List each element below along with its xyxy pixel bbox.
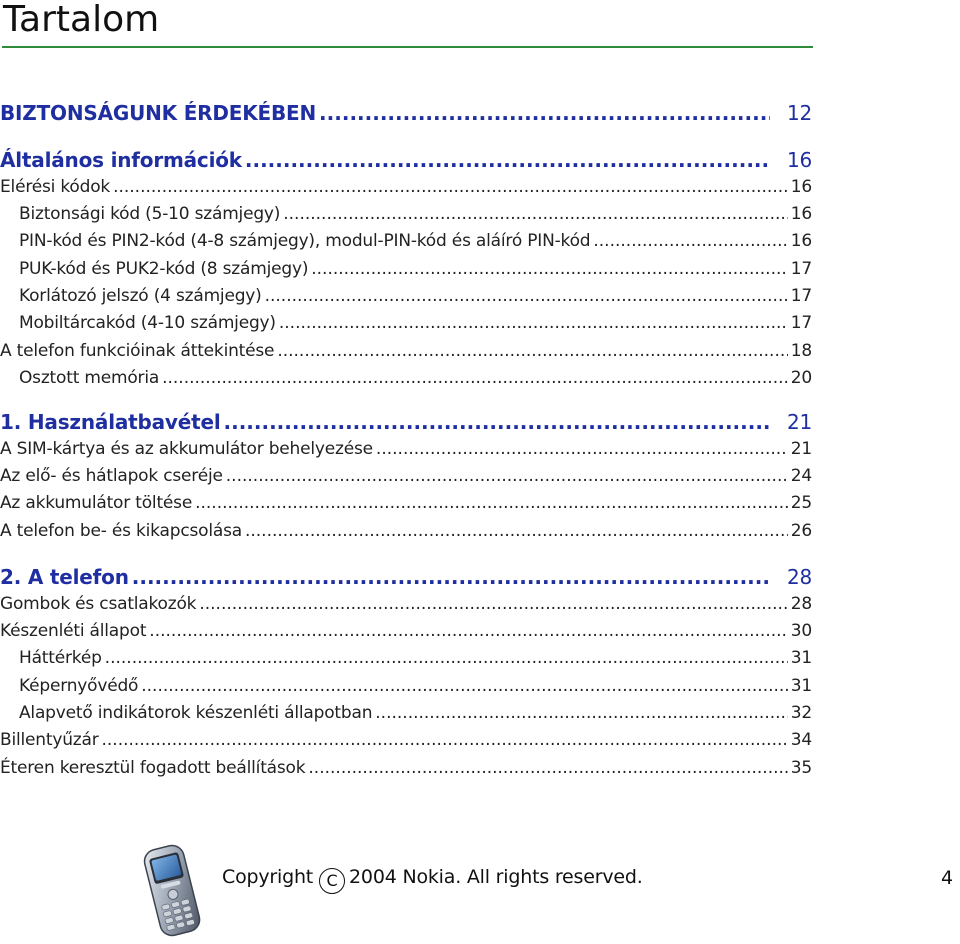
toc-section-heading[interactable] — [0, 98, 812, 128]
toc-entry-page-number: 16 — [786, 148, 812, 172]
toc-entry[interactable] — [0, 727, 812, 753]
toc-section-heading[interactable] — [0, 145, 812, 175]
toc-entry-label: 1. Használatbavétel — [0, 410, 221, 434]
toc-entry[interactable] — [0, 201, 812, 227]
dot-leader — [376, 436, 788, 462]
toc-entry-page-number: 34 — [790, 730, 812, 750]
dot-leader — [195, 490, 788, 516]
toc-entry-page-number: 16 — [790, 177, 812, 197]
toc-entry-label: Elérési kódok — [0, 177, 111, 197]
dot-leader — [593, 228, 787, 254]
dot-leader — [283, 201, 788, 227]
dot-leader — [224, 407, 770, 437]
toc-entry[interactable] — [0, 645, 812, 671]
toc-entry-page-number: 17 — [790, 259, 812, 279]
toc-entry-label: A telefon funkcióinak áttekintése — [0, 341, 275, 361]
toc-entry-label: Osztott memória — [19, 368, 160, 388]
dot-leader — [226, 463, 788, 489]
dot-leader — [141, 673, 788, 699]
toc-entry[interactable] — [0, 310, 812, 336]
copyright-notice — [222, 866, 643, 894]
toc-entry-label: A SIM-kártya és az akkumulátor behelyezése — [0, 439, 373, 459]
dot-leader — [277, 338, 787, 364]
toc-entry[interactable] — [0, 256, 812, 282]
toc-entry[interactable] — [0, 436, 812, 462]
toc-entry-label: Biztonsági kód (5-10 számjegy) — [19, 204, 281, 224]
toc-entry-page-number: 24 — [790, 466, 812, 486]
toc-entry[interactable] — [0, 591, 812, 617]
phone-image — [138, 842, 210, 938]
toc-entry[interactable] — [0, 700, 812, 726]
dot-leader — [308, 755, 787, 781]
toc-entry-label: Éteren keresztül fogadott beállítások — [0, 758, 306, 778]
toc-entry-page-number: 20 — [790, 368, 812, 388]
toc-entry-page-number: 28 — [786, 565, 812, 589]
toc-entry-page-number: 17 — [790, 313, 812, 333]
toc-section-heading[interactable] — [0, 562, 812, 592]
dot-leader — [149, 618, 787, 644]
toc-entry[interactable] — [0, 365, 812, 391]
toc-entry-page-number: 21 — [790, 439, 812, 459]
toc-entry-label: PIN-kód és PIN2-kód (4-8 számjegy), modul-PIN-kód és aláíró PIN-kód — [19, 231, 591, 251]
toc-entry-page-number: 25 — [790, 493, 812, 513]
toc-entry-page-number: 16 — [790, 231, 812, 251]
page-number: 4 — [941, 867, 954, 889]
toc-entry-label: Az akkumulátor töltése — [0, 493, 193, 513]
toc-entry[interactable] — [0, 463, 812, 489]
toc-section-heading[interactable] — [0, 407, 812, 437]
toc-entry-label: Gombok és csatlakozók — [0, 594, 197, 614]
dot-leader — [113, 174, 788, 200]
toc-entry-page-number: 16 — [790, 204, 812, 224]
toc-entry-page-number: 18 — [790, 341, 812, 361]
toc-entry-label: Általános információk — [0, 148, 242, 172]
toc-entry-page-number: 17 — [790, 286, 812, 306]
toc-entry-label: A telefon be- és kikapcsolása — [0, 521, 242, 541]
toc-entry-label: Korlátozó jelszó (4 számjegy) — [19, 286, 262, 306]
toc-entry-page-number: 35 — [790, 758, 812, 778]
toc-entry-label: Képernyővédő — [19, 676, 139, 696]
copyright-symbol-icon: C — [319, 868, 345, 894]
toc-entry[interactable] — [0, 618, 812, 644]
toc-entry[interactable] — [0, 755, 812, 781]
toc-entry-page-number: 12 — [786, 101, 812, 125]
dot-leader — [199, 591, 787, 617]
toc-entry[interactable] — [0, 338, 812, 364]
toc-entry-label: BIZTONSÁGUNK ÉRDEKÉBEN — [0, 101, 317, 125]
toc-entry-label: 2. A telefon — [0, 565, 129, 589]
toc-entry-label: Készenléti állapot — [0, 621, 147, 641]
page-title: Tartalom — [3, 0, 160, 40]
toc-entry[interactable] — [0, 228, 812, 254]
toc-entry-page-number: 30 — [790, 621, 812, 641]
toc-entry-page-number: 31 — [790, 648, 812, 668]
toc-entry-label: Az elő- és hátlapok cseréje — [0, 466, 223, 486]
toc-entry-label: Háttérkép — [19, 648, 102, 668]
dot-leader — [279, 310, 788, 336]
toc-entry[interactable] — [0, 490, 812, 516]
dot-leader — [319, 98, 770, 128]
toc-entry-page-number: 31 — [790, 676, 812, 696]
toc-entry[interactable] — [0, 518, 812, 544]
dot-leader — [265, 283, 788, 309]
copyright-prefix: Copyright — [222, 866, 314, 888]
toc-entry-label: PUK-kód és PUK2-kód (8 számjegy) — [19, 259, 309, 279]
toc-entry[interactable] — [0, 283, 812, 309]
dot-leader — [105, 645, 788, 671]
toc-entry[interactable] — [0, 673, 812, 699]
dot-leader — [245, 145, 770, 175]
dot-leader — [102, 727, 788, 753]
dot-leader — [311, 256, 788, 282]
toc-entry[interactable] — [0, 174, 812, 200]
toc-entry-label: Billentyűzár — [0, 730, 99, 750]
toc-entry-page-number: 28 — [790, 594, 812, 614]
dot-leader — [162, 365, 788, 391]
dot-leader — [132, 562, 770, 592]
copyright-suffix: 2004 Nokia. All rights reserved. — [349, 866, 643, 888]
toc-entry-page-number: 32 — [790, 703, 812, 723]
dot-leader — [375, 700, 788, 726]
toc-entry-label: Mobiltárcakód (4-10 számjegy) — [19, 313, 276, 333]
dot-leader — [245, 518, 788, 544]
toc-entry-label: Alapvető indikátorok készenléti állapotban — [19, 703, 373, 723]
toc-entry-page-number: 26 — [790, 521, 812, 541]
toc-entry-page-number: 21 — [786, 410, 812, 434]
